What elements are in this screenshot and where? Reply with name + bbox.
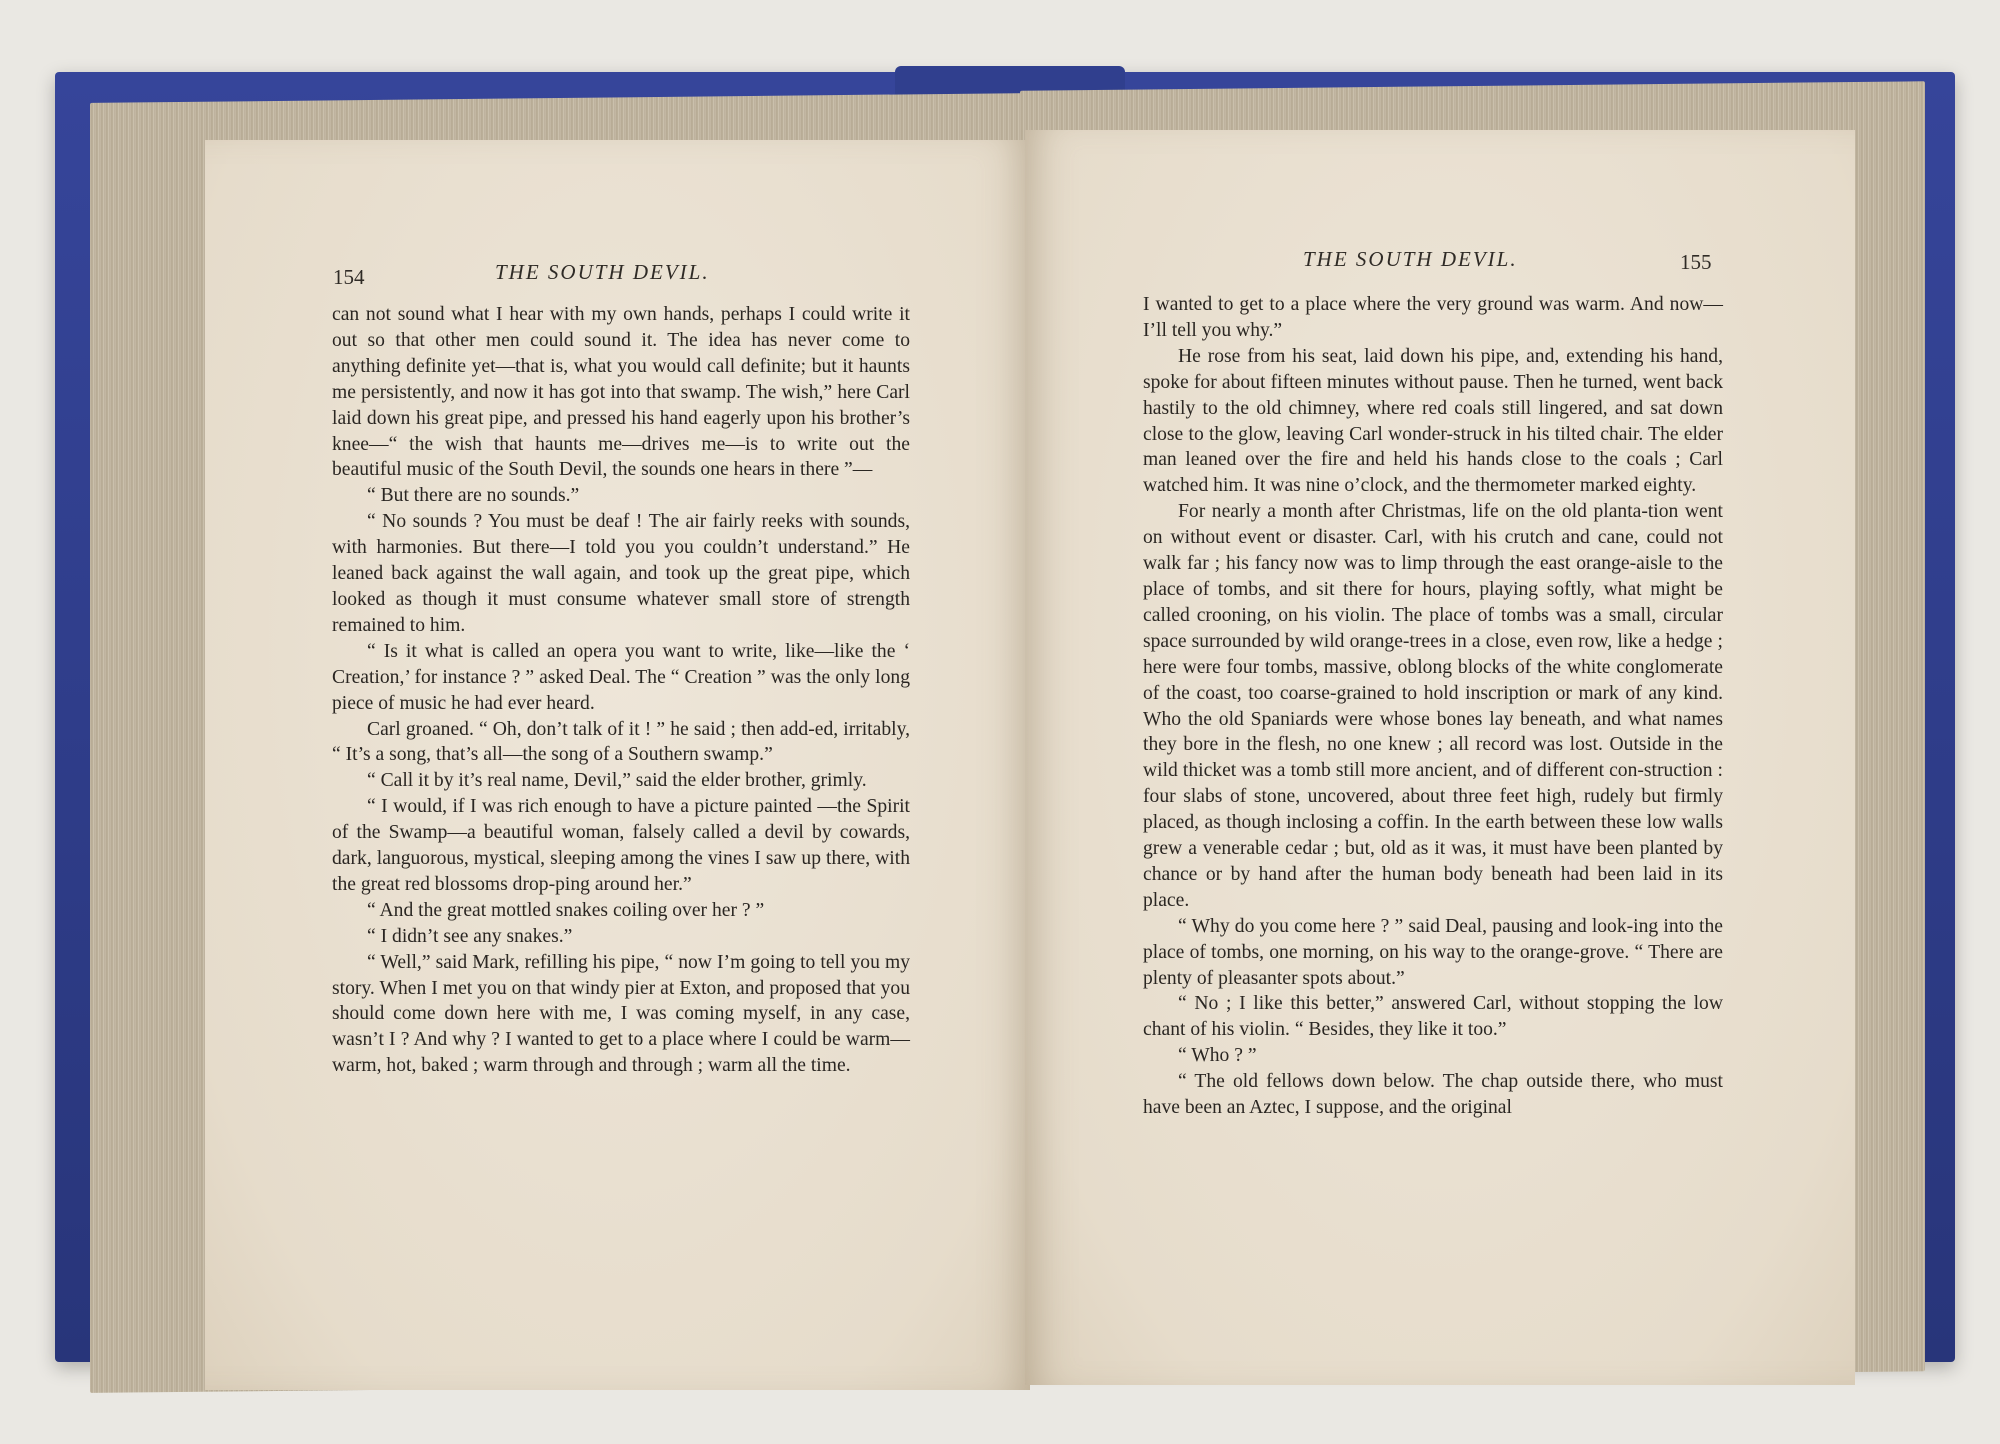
- paragraph: “ No sounds ? You must be deaf ! The air fairly reeks with sounds, with harmonies. But there—I told you you couldn’t understand.” He leaned back against the wall again, and took up the great pipe, which looked as though it must consume whatever small store of strength remained to him.: [332, 511, 910, 636]
- right-page: [1025, 130, 1855, 1385]
- paragraph: “ Why do you come here ? ” said Deal, pausing and look-ing into the place of tombs, one morning, on his way to the orange-grove. “ There are plenty of pleasanter spots about.”: [1143, 915, 1723, 989]
- paragraph: For nearly a month after Christmas, life on the old planta-tion went on without event or disaster. Carl, with his crutch and cane, could not walk far ; his fancy now was to limp through the east orange-aisle to the place of tombs, and sit there for hours, playing softly, what might be called crooning, on his violin. The place of tombs was a small, circular space surrounded by wild orange-trees in a close, even row, like a hedge ; here were four tombs, massive, oblong blocks of the white conglomerate of the coast, too coarse-grained to hold inscription or mark of any kind. Who the old Spaniards were whose bones lay beneath, and what names they bore in the flesh, no one knew ; all record was lost. Outside in the wild thicket was a tomb still more ancient, and of different con-struction : four slabs of stone, uncovered, about three feet high, rudely but firmly placed, as though inclosing a coffin. In the earth between these low walls grew a venerable cedar ; but, old as it was, it must have been planted by chance or by hand after the human body beneath had been laid in its place.: [1143, 501, 1723, 911]
- paragraph: “ I didn’t see any snakes.”: [367, 925, 573, 947]
- paragraph: “ Is it what is called an opera you want to write, like—like the ‘ Creation,’ for instance ? ” asked Deal. The “ Creation ” was the only long piece of music he had ever heard.: [332, 640, 910, 714]
- paragraph: I wanted to get to a place where the very ground was warm. And now—I’ll tell you why.”: [1143, 294, 1723, 341]
- paragraph: Carl groaned. “ Oh, don’t talk of it ! ” he said ; then add-ed, irritably, “ It’s a song, that’s all—the song of a Southern swamp.”: [332, 718, 910, 766]
- paragraph: “ But there are no sounds.”: [367, 485, 580, 507]
- paragraph: “ I would, if I was rich enough to have a picture painted —the Spirit of the Swamp—a beautiful woman, falsely called a devil by cowards, dark, languorous, mystical, sleeping among the vines I saw up there, with the great red blossoms drop-ping around her.”: [332, 796, 910, 895]
- left-page: [205, 140, 1030, 1390]
- body-text: [332, 302, 910, 1079]
- paragraph: “ No ; I like this better,” answered Carl, without stopping the low chant of his violin. “ Besides, they like it too.”: [1143, 993, 1723, 1041]
- paragraph: “ And the great mottled snakes coiling over her ? ”: [367, 899, 765, 921]
- paragraph: “ Well,” said Mark, refilling his pipe, “ now I’m going to tell you my story. When I met you on that windy pier at Exton, and proposed that you should come down here with me, I was coming myself, in any case, wasn’t I ? And why ? I wanted to get to a place where I could be warm—warm, hot, baked ; warm through and through ; warm all the time.: [332, 951, 910, 1077]
- paragraph: He rose from his seat, laid down his pipe, and, extending his hand, spoke for about fifteen minutes without pause. Then he turned, went back hastily to the old chimney, where red coals still lingered, and sat down close to the glow, leaving Carl wonder-struck in his tilted chair. The elder man leaned over the fire and held his hands close to the coals ; Carl watched him. It was nine o’clock, and the thermometer marked eighty.: [1143, 345, 1723, 497]
- running-head: THE SOUTH DEVIL.: [495, 260, 710, 284]
- paragraph: “ Who ? ”: [1178, 1045, 1257, 1067]
- body-text: [1143, 292, 1723, 1121]
- paragraph: can not sound what I hear with my own hands, perhaps I could write it out so that other men could sound it. The idea has never come to anything definite yet—that is, what you would call definite; but it haunts me persistently, and now it has got into that swamp. The wish,” here Carl laid down his great pipe, and pressed his hand eagerly upon his brother’s knee—“ the wish that haunts me—drives me—is to write out the beautiful music of the South Devil, the sounds one hears in there ”—: [332, 304, 910, 481]
- page-number: 155: [1680, 250, 1712, 274]
- paragraph: “ The old fellows down below. The chap outside there, who must have been an Aztec, I suppose, and the original: [1143, 1071, 1723, 1119]
- paragraph: “ Call it by it’s real name, Devil,” said the elder brother, grimly.: [367, 770, 867, 792]
- running-head: THE SOUTH DEVIL.: [1303, 247, 1518, 271]
- page-number: 154: [333, 265, 365, 289]
